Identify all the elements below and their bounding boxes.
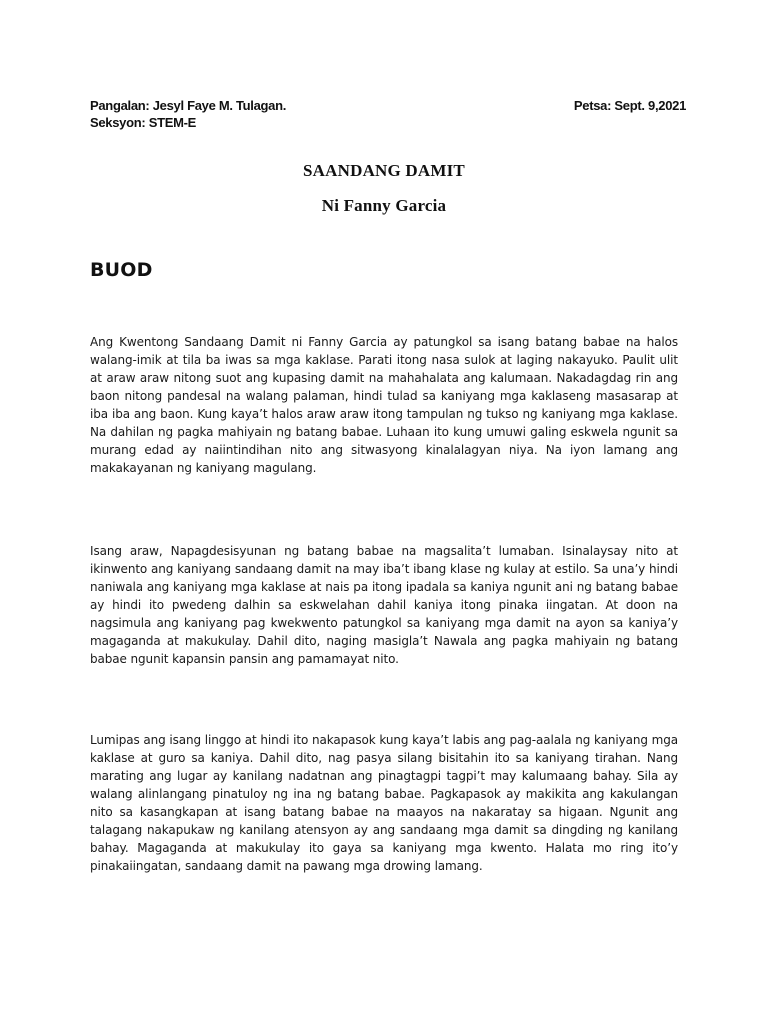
document-author: Ni Fanny Garcia [321, 196, 447, 215]
student-name: Pangalan: Jesyl Faye M. Tulagan. [90, 98, 287, 113]
header-row-name-date [90, 97, 686, 115]
paragraph: Ang Kwentong Sandaang Damit ni Fanny Garcia ay patungkol sa isang batang babae na halos walang-imik at tila ba iwas sa mga kaklase. Parati itong nasa sulok at laging nakayuko. Paulit ulit at araw araw nitong suot ang kupasing damit na mahahalata ang kalumaan. Nakadagdag rin ang baon nitong pandesal na walang palaman, hindi tulad sa kaniyang mga kaklaseng masasarap at iba iba ang baon. Kung kaya’t halos araw araw itong tampulan ng tukso ng kaniyang mga kaklase. Na dahilan ng pagka mahiyain ng batang babae. Luhaan ito kung umuwi galing eskwela ngunit sa murang edad ay naiintindihan nito ang sitwasyong kinalalagyan niya. Na iyon lamang ang makakayanan ng kaniyang magulang. [90, 335, 678, 475]
paragraph: Isang araw, Napagdesisyunan ng batang babae na magsalita’t lumaban. Isinalaysay nito at ikinwento ang kaniyang sandaang damit na may iba’t ibang klase ng kulay at estilo. Sa una’y hindi naniwala ang kaniyang mga kaklase at nais pa itong ipadala sa kaniya ngunit ani ng batang babae ay hindi ito pwedeng dalhin sa eskwelahan dahil kaniya itong pinaka iingatan. At doon na nagsimula ang kaniyang pag kwekwento patungkol sa kaniyang mga damit na ayon sa kaniya’y magaganda at makukulay. Dahil dito, naging masigla’t Nawala ang pagka mahiyain ng batang babae ngunit kapansin pansin ang pamamayat nito. [90, 544, 678, 666]
date-label: Petsa: Sept. 9,2021 [573, 98, 686, 113]
paragraph: Lumipas ang isang linggo at hindi ito nakapasok kung kaya’t labis ang pag-aalala ng kaniyang mga kaklase at guro sa kaniya. Dahil dito, nag pasya silang bisitahin ito sa kaniyang tirahan. Nang marating ang lugar ay kanilang nadatnan ang pinagtagpi tagpi’t may kalumaang bahay. Sila ay walang alinlangang pinatuloy ng ina ng batang babae. Pagkapasok ay makikita ang kakulangan nito sa kasangkapan at isang batang babae na maayos na nakaratay sa higaan. Ngunit ang talagang nakapukaw ng kanilang atensyon ay ang sandaang mga damit sa dingding ng kanilang bahay. Magaganda at makukulay ito gaya sa kaniyang mga kwento. Halata mo ring ito’y pinakaiingatan, sandaang damit na pawang mga drowing lamang. [90, 733, 678, 873]
section-heading: BUOD [90, 259, 153, 281]
document-title: SAANDANG DAMIT [303, 161, 465, 180]
header-row-section [90, 114, 686, 132]
section-label: Seksyon: STEM-E [90, 115, 197, 130]
